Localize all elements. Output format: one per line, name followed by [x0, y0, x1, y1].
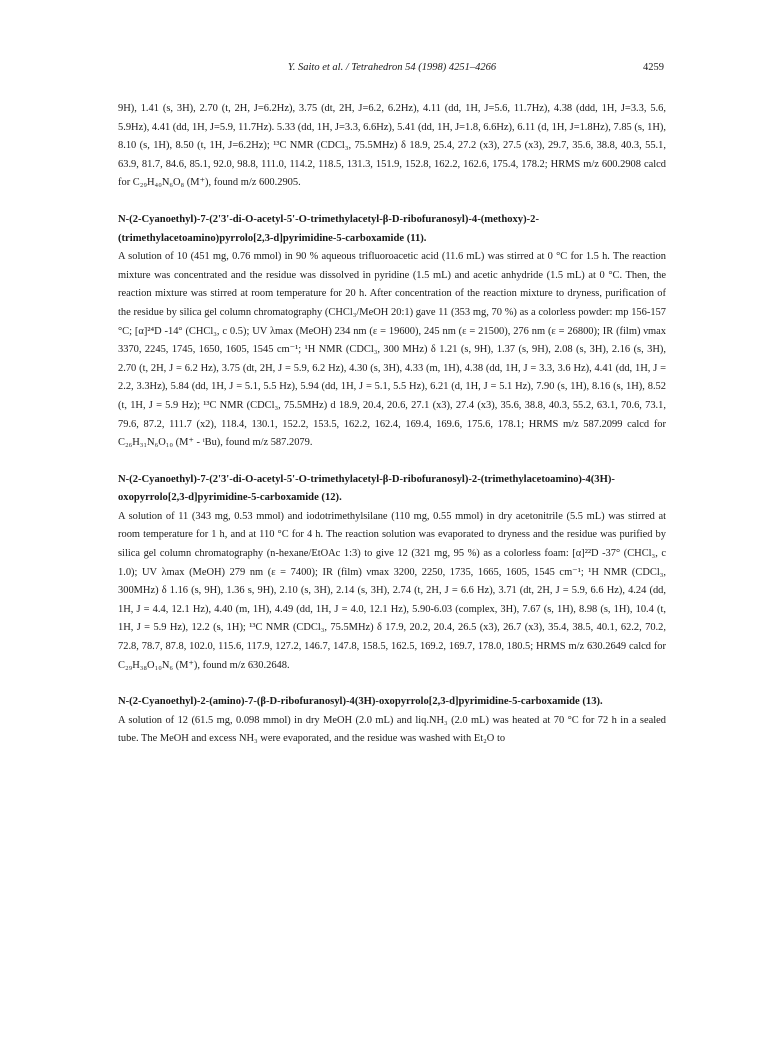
continued-paragraph: 9H), 1.41 (s, 3H), 2.70 (t, 2H, J=6.2Hz), 3.75 (dt, 2H, J=6.2, 6.2Hz), 4.11 (dd, 1H, J=5.6, 11.7Hz), 4.38 (ddd, 1H, J=3.3, 5.6, 5.9Hz), 4.41 (dd, 1H, J=5.9, 11.7Hz). 5.33 (dd, 1H, J=3.3, 6.6Hz), 5.41 (dd, 1H, J=1.8, 6.6Hz), 6.11 (d, 1H, J=1.8Hz), 7.85 (s, 1H), 8.10 (s, 1H), 8.50 (t, 1H, J=6.2Hz); ¹³C NMR (CDCl₃, 75.5MHz) δ 18.9, 25.4, 27.2 (x3), 27.5 (x3), 29.7, 35.6, 38.8, 40.3, 55.1, 63.9, 81.7, 84.6, 85.1, 92.0, 98.8, 111.0, 114.2, 118.5, 131.3, 151.9, 152.8, 162.2, 162.6, 175.4, 178.2; HRMS m/z 600.2908 calcd for C₂₉H₄₀N₆O₈ (M⁺), found m/z 600.2905.	[118, 103, 666, 189]
compound-13-title: N-(2-Cyanoethyl)-2-(amino)-7-(β-D-ribofuranosyl)-4(3H)-oxopyrrolo[2,3-d]pyrimidine-5-carboxamide (13).	[118, 696, 603, 708]
section-spacer	[118, 675, 666, 693]
compound-12-title: N-(2-Cyanoethyl)-7-(2'3'-di-O-acetyl-5'-O-trimethylacetyl-β-D-ribofuranosyl)-2-(trimethylacetoamino)-4(3H)-oxopyrrolo[2,3-d]pyrimidine-5-carboxamide (12).	[118, 473, 615, 504]
page-number: 4259	[643, 62, 664, 73]
article-body	[118, 100, 666, 749]
compound-11-title: N-(2-Cyanoethyl)-7-(2'3'-di-O-acetyl-5'-O-trimethylacetyl-β-D-ribofuranosyl)-4-(methoxy)-2-(trimethylacetoamino)pyrrolo[2,3-d]pyrimidine-5-carboxamide (11).	[118, 213, 539, 244]
compound-11-section	[118, 211, 666, 453]
compound-12-procedure: A solution of 11 (343 mg, 0.53 mmol) and iodotrimethylsilane (110 mg, 0.55 mmol) in dry acetonitrile (5.5 mL) was stirred at room temperature for 1 h, and at 110 °C for 4 h. The reaction solution was evaporated to dryness and the residue was purified by silica gel column chromatography (n-hexane/EtOAc 1:3) to give 12 (321 mg, 95 %) as a colorless foam: [α]²²D -37° (CHCl₃, c 1.0); UV λmax (MeOH) 279 nm (ε = 7400); IR (film) νmax 3200, 2250, 1735, 1665, 1605, 1545 cm⁻¹; ¹H NMR (CDCl₃, 300MHz) δ 1.16 (s, 9H), 1.36 s, 9H), 2.10 (s, 3H), 2.14 (s, 3H), 2.74 (t, 2H, J = 6.6 Hz), 3.71 (dt, 2H, J = 5.9, 6.6 Hz), 4.24 (dd, 1H, J = 4.4, 12.1 Hz), 4.40 (m, 1H), 4.49 (dd, 1H, J = 4.0, 12.1 Hz), 5.90-6.03 (complex, 3H), 7.67 (s, 1H), 8.98 (s, 1H), 10.4 (t, 1H, J = 5.9 Hz), 12.2 (s, 1H); ¹³C NMR (CDCl₃, 75.5MHz) δ 17.9, 20.2, 20.4, 26.5 (x3), 26.7 (x3), 35.4, 38.5, 40.1, 62.2, 70.2, 72.8, 78.7, 87.8, 102.0, 115.6, 117.9, 127.2, 146.7, 147.8, 158.5, 162.5, 169.2, 169.7, 178.0, 180.5; HRMS m/z 630.2649 calcd for C₂₉H₃₈O₁₀N₆ (M⁺), found m/z 630.2648.	[118, 510, 666, 671]
section-spacer	[118, 193, 666, 211]
compound-13-procedure: A solution of 12 (61.5 mg, 0.098 mmol) in dry MeOH (2.0 mL) and liq.NH₃ (2.0 mL) was heated at 70 °C for 72 h in a sealed tube. The MeOH and excess NH₃ were evaporated, and the residue was washed with Et₂O to	[118, 714, 666, 745]
compound-13-section	[118, 693, 666, 749]
section-spacer	[118, 453, 666, 471]
compound-11-procedure: A solution of 10 (451 mg, 0.76 mmol) in 90 % aqueous trifluoroacetic acid (11.6 mL) was stirred at 0 °C for 1.5 h. The reaction mixture was concentrated and the residue was dissolved in pyridine (1.5 mL) and acetic anhydride (1.5 mL) at 0 °C. Then, the reaction mixture was stirred at room temperature for 20 h. After concentration of the reaction mixture to dryness, purification of the residue by silica gel column chromatography (CHCl₃/MeOH 20:1) gave 11 (353 mg, 70 %) as a colorless powder: mp 156-157 °C; [α]²⁴D -14° (CHCl₃, c 0.5); UV λmax (MeOH) 234 nm (ε = 19600), 245 nm (ε = 21500), 276 nm (ε = 26800); IR (film) νmax 3370, 2245, 1745, 1650, 1605, 1545 cm⁻¹; ¹H NMR (CDCl₃, 300 MHz) δ 1.21 (s, 9H), 1.37 (s, 9H), 2.08 (s, 3H), 2.16 (s, 3H), 2.70 (t, 2H, J = 6.2 Hz), 3.75 (dt, 2H, J = 5.9, 6.2 Hz), 4.30 (s, 3H), 4.33 (m, 1H), 4.38 (dd, 1H, J = 3.3, 3.6 Hz), 4.41 (dd, 1H, J = 2.2, 3.3Hz), 5.84 (dd, 1H, J = 5.1, 5.5 Hz), 5.94 (dd, 1H, J = 5.1, 5.5 Hz), 6.21 (d, 1H, J = 5.1 Hz), 7.90 (s, 1H), 8.16 (s, 1H), 8.52 (t, 1H, J = 5.9 Hz); ¹³C NMR (CDCl₃, 75.5MHz) d 18.9, 20.4, 20.6, 27.1 (x3), 27.4 (x3), 35.6, 38.8, 40.3, 55.2, 63.1, 70.6, 73.1, 79.6, 87.2, 111.7 (x2), 118.4, 130.1, 152.2, 153.5, 162.2, 162.4, 169.4, 169.6, 175.6, 178.1; HRMS m/z 587.2099 calcd for C₂₆H₃₁N₆O₁₀ (M⁺ - ᵗBu), found m/z 587.2079.	[118, 251, 666, 449]
compound-12-section	[118, 471, 666, 676]
page-header	[118, 62, 666, 80]
running-head: Y. Saito et al. / Tetrahedron 54 (1998) 4251–4266	[287, 62, 497, 73]
